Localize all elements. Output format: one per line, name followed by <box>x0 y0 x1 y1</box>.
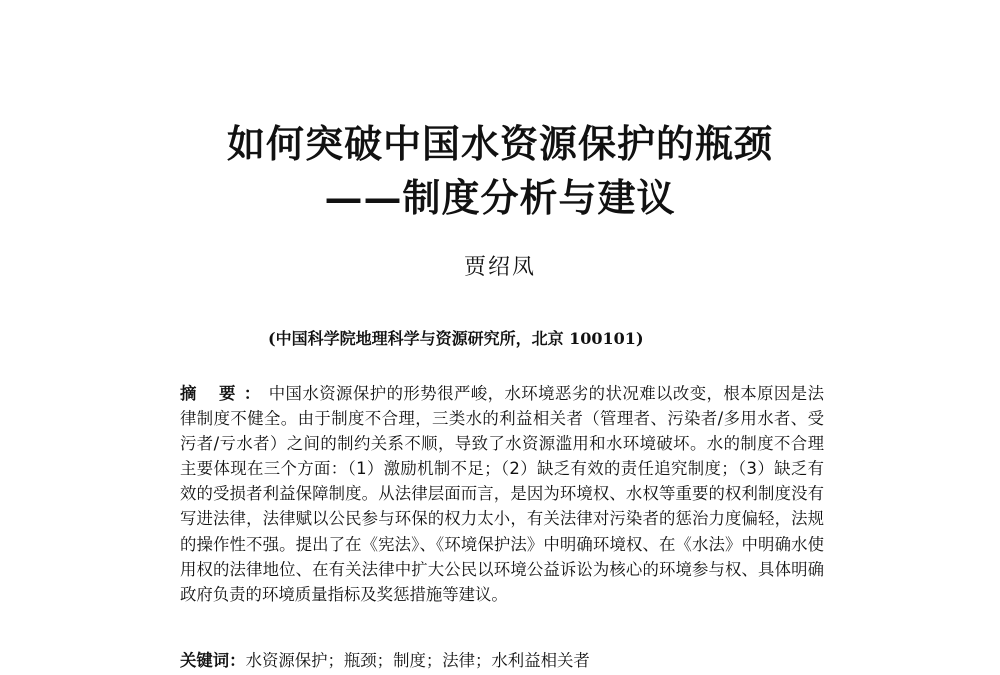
author-affiliation: (中国科学院地理科学与资源研究所，北京 100101) <box>268 329 644 348</box>
paper-subtitle: ——制度分析与建议 <box>324 175 676 220</box>
keywords-text: 水资源保护；瓶颈；制度；法律；水利益相关者 <box>245 651 590 670</box>
abstract-text: 中国水资源保护的形势很严峻，水环境恶劣的状况难以改变，根本原因是法律制度不健全。由于制度不合理，三类水的利益相关者（管理者、污染者/多用水者、受污者/亏水者）之间的制约关系不顺，导致了水资源滥用和水环境破坏。水的制度不合理主要体现在三个方面：（1）激励机制不足；（2）缺乏有效的责任追究制度；（3）缺乏有效的受损者利益保障制度。从法律层面而言，是因为环境权、水权等重要的权利制度没有写进法律，法律赋以公民参与环保的权力太小，有关法律对污染者的惩治力度偏轻，法规的操作性不强。提出了在《宪法》、《环境保护法》中明确环境权、在《水法》中明确水使用权的法律地位、在有关法律中扩大公民以环境公益诉讼为核心的环境参与权、具体明确政府负责的环境质量指标及奖惩措施等建议。 <box>180 384 824 604</box>
paper-title: 如何突破中国水资源保护的瓶颈 <box>226 121 773 166</box>
keywords <box>180 648 824 673</box>
author-name: 贾绍凤 <box>463 255 536 280</box>
keywords-label: 关键词： <box>180 651 246 670</box>
abstract-label: 摘 要： <box>180 384 269 403</box>
abstract <box>180 381 824 607</box>
